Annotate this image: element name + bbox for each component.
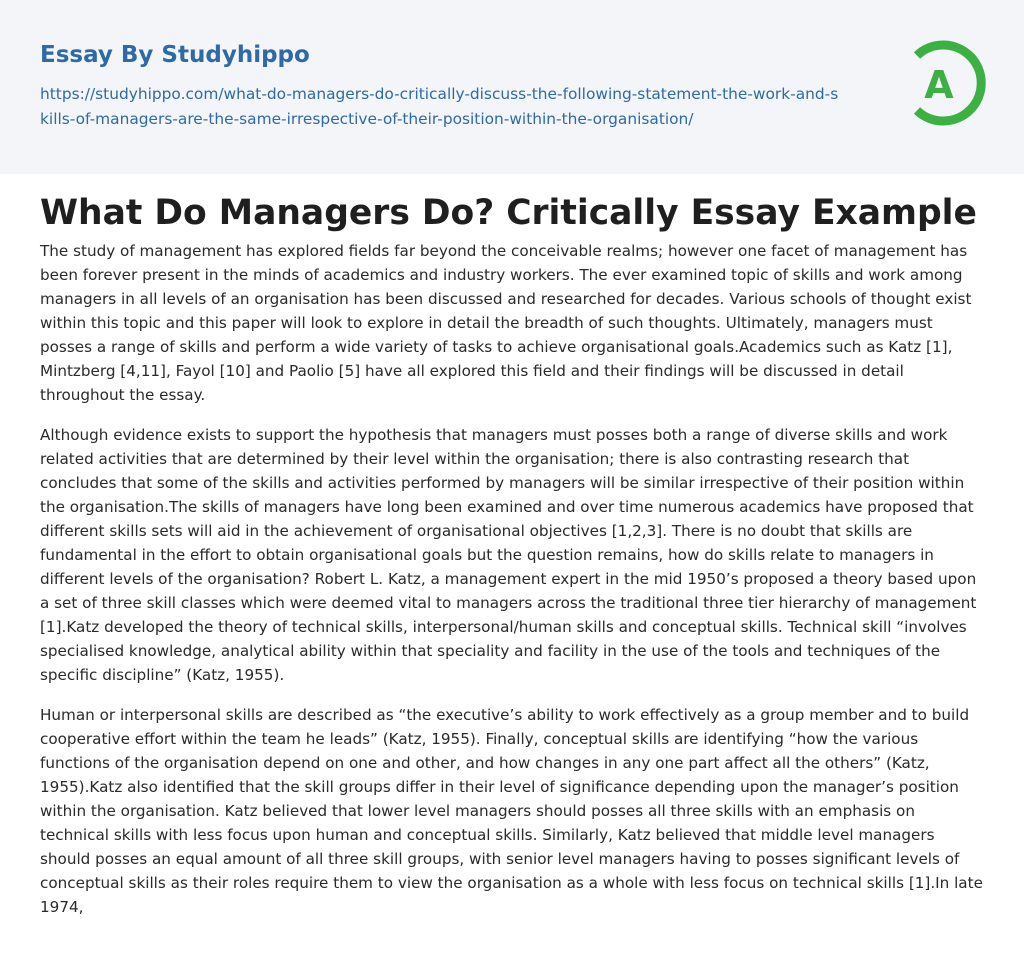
page-title: What Do Managers Do? Critically Essay Example xyxy=(40,193,977,233)
essay-paragraph: The study of management has explored fields far beyond the conceivable realms; however one facet of management has been forever present in the minds of academics and industry workers. The ever examined topic of skills and work among managers in all levels of an organisation has been discussed and researched for decades. Various schools of thought exist within this topic and this paper will look to explore in detail the breadth of such thoughts. Ultimately, managers must posses a range of skills and perform a wide variety of tasks to achieve organisational goals.Academics such as Katz [1], Mintzberg [4,11], Fayol [10] and Paolio [5] have all explored this field and their findings will be discussed in detail throughout the essay. xyxy=(40,242,972,404)
site-brand[interactable]: Essay By Studyhippo xyxy=(40,42,310,68)
letter-a-ring-logo[interactable] xyxy=(908,39,988,129)
essay-paragraph: Human or interpersonal skills are described as “the executive’s ability to work effectively as a group member and to build cooperative effort within the team he leads” (Katz, 1955). Finally, conceptual skills are identifying “how the various functions of the organisation depend on one and other, and how changes in any one part affect all the others” (Katz, 1955).Katz also identified that the skill groups differ in their level of significance depending upon the manager’s position within the organisation. Katz believed that lower level managers should posses all three skills with an emphasis on technical skills with less focus upon human and conceptual skills. Similarly, Katz believed that middle level managers should posses an equal amount of all three skill groups, with senior level managers having to posses significant levels of conceptual skills as their roles require them to view the organisation as a whole with less focus on technical skills [1].In late 1974, xyxy=(40,706,983,916)
essay-body xyxy=(40,239,986,935)
source-url-link[interactable]: https://studyhippo.com/what-do-managers-do-critically-discuss-the-following-statement-the-work-and-skills-of-managers-are-the-same-irrespective-of-their-position-within-the-organisation/ xyxy=(40,85,839,128)
essay-paragraph: Although evidence exists to support the hypothesis that managers must posses both a range of diverse skills and work related activities that are determined by their level within the organisation; there is also contrasting research that concludes that some of the skills and activities performed by managers will be similar irrespective of their position within the organisation.The skills of managers have long been examined and over time numerous academics have proposed that different skills sets will aid in the achievement of organisational objectives [1,2,3]. There is no doubt that skills are fundamental in the effort to obtain organisational goals but the question remains, how do skills relate to managers in different levels of the organisation? Robert L. Katz, a management expert in the mid 1950’s proposed a theory based upon a set of three skill classes which were deemed vital to managers across the traditional three tier hierarchy of management [1].Katz developed the theory of technical skills, interpersonal/human skills and conceptual skills. Technical skill “involves specialised knowledge, analytical ability within that speciality and facility in the use of the tools and techniques of the specific discipline” (Katz, 1955). xyxy=(40,426,977,684)
site-header xyxy=(0,0,1024,174)
logo-letter: A xyxy=(924,63,954,107)
